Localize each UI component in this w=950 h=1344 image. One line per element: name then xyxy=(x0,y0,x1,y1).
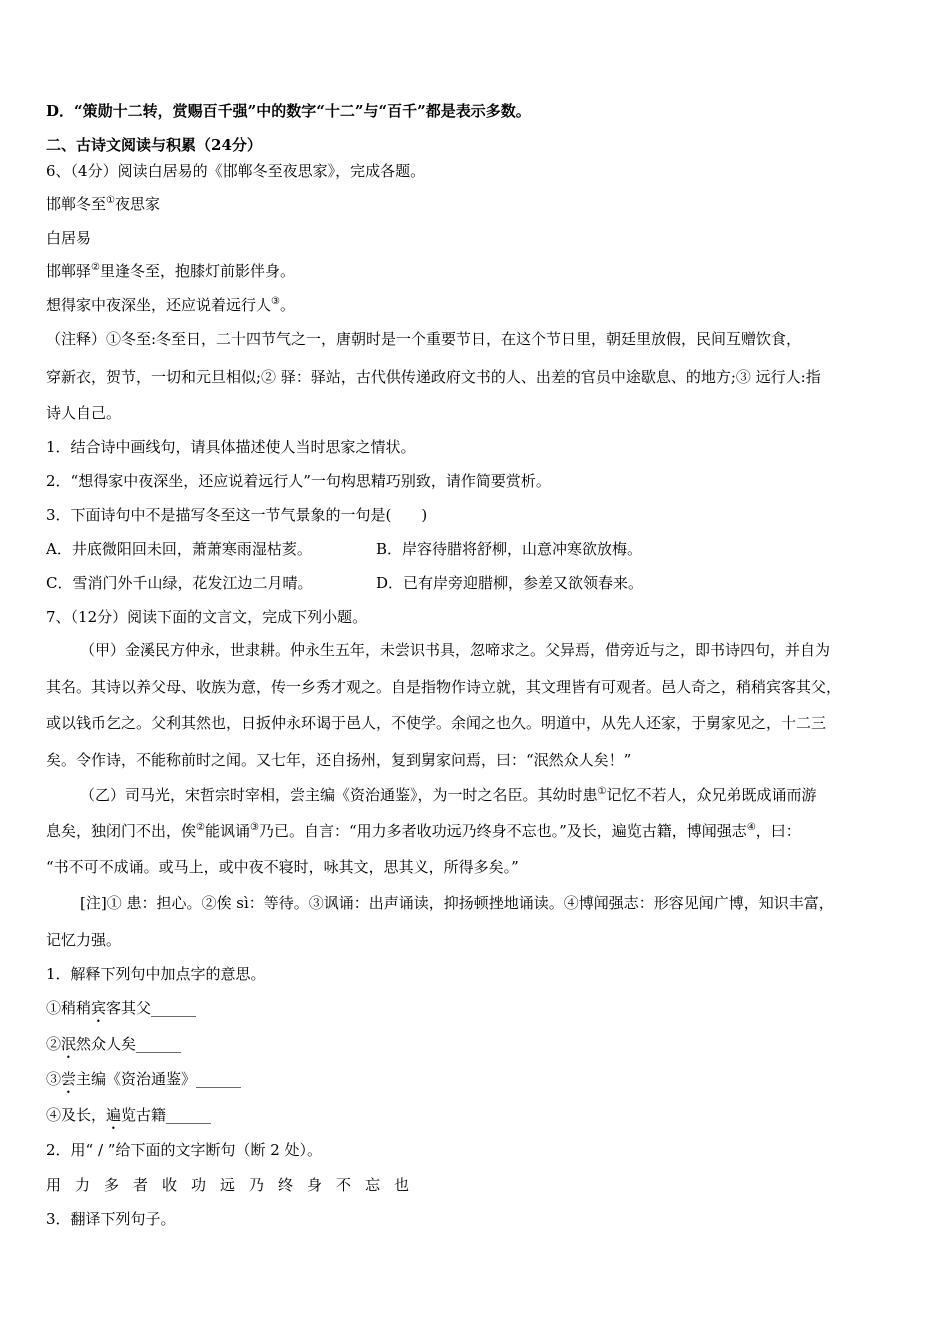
q7-sub-3: 3．翻译下列句子。 xyxy=(46,1210,176,1228)
question-6-prompt: 6、（4分）阅读白居易的《邯郸冬至夜思家》，完成各题。 xyxy=(46,162,426,180)
question-7-prompt: 7、（12分）阅读下面的文言文，完成下列小题。 xyxy=(46,608,368,626)
q7-item-2: ②泯然众人矣______ xyxy=(46,1035,182,1053)
poem-notes-2: 穿新衣，贺节，一切和元旦相似;② 驿：驿站，古代供传递政府文书的人、出差的官员中途歇息、的地方;③ 远行人:指 xyxy=(46,368,821,386)
passage-b-line-2: 息矣，独闭门不出，俟②能讽诵③乃已。自言：“用力多者收功远乃终身不忘也。”及长，遍览古籍，博闻强志④，曰： xyxy=(46,822,801,840)
poem-line-2: 想得家中夜深坐，还应说着远行人③。 xyxy=(46,296,295,314)
q6-sub-2: 2．“想得家中夜深坐，还应说着远行人”一句构思精巧别致，请作简要赏析。 xyxy=(46,472,551,490)
poem-line-1: 邯郸驿②里逢冬至，抱膝灯前影伴身。 xyxy=(46,262,295,280)
passage-a-line-1: （甲）金溪民方仲永，世隶耕。仲永生五年，未尝识书具，忽啼求之。父异焉，借旁近与之，即书诗四句，并自为 xyxy=(80,641,831,659)
q6-sub-1: 1．结合诗中画线句，请具体描述使人当时思家之情状。 xyxy=(46,438,416,456)
passage-b-line-3: “书不可不成诵。或马上，或中夜不寝时，咏其文，思其义，所得多矣。” xyxy=(46,858,519,876)
option-c: C．雪消门外千山绿，花发江边二月晴。 xyxy=(46,574,313,592)
passage-b-line-1: （乙）司马光，宋哲宗时宰相，尝主编《资治通鉴》，为一时之名臣。其幼时患①记忆不若人，众兄弟既成诵而游 xyxy=(80,786,817,804)
q7-item-4: ④及长，遍览古籍______ xyxy=(46,1106,212,1124)
q6-sub-3: 3．下面诗句中不是描写冬至这一节气景象的一句是( ) xyxy=(46,506,428,524)
passage-a-line-4: 矣。令作诗，不能称前时之闻。又七年，还自扬州，复到舅家问焉，曰：“泯然众人矣！” xyxy=(46,751,632,769)
q7-sub-1: 1．解释下列句中加点字的意思。 xyxy=(46,965,266,983)
option-b: B．岸容待腊将舒柳，山意冲寒欲放梅。 xyxy=(376,540,643,558)
poem-author: 白居易 xyxy=(46,229,92,247)
q7-item-3: ③尝主编《资治通鉴》______ xyxy=(46,1070,242,1088)
passage-notes-2: 记忆力强。 xyxy=(46,931,122,949)
q7-item-1: ①稍稍宾客其父______ xyxy=(46,999,197,1017)
q7-sub-2: 2．用“ / ”给下面的文字断句（断 2 处）。 xyxy=(46,1141,323,1159)
passage-a-line-2: 其名。其诗以养父母、收族为意，传一乡秀才观之。自是指物作诗立就，其文理皆有可观者。邑人奇之，稍稍宾客其父， xyxy=(46,678,842,696)
passage-a-line-3: 或以钱币乞之。父利其然也，日扳仲永环谒于邑人，不使学。余闻之也久。明道中，从先人还家，于舅家见之，十二三 xyxy=(46,714,827,732)
section-heading: 二、古诗文阅读与积累（24分） xyxy=(46,136,262,154)
punctuation-text: 用力多者收功远乃终身不忘也 xyxy=(46,1176,424,1194)
poem-notes-1: （注释）①冬至:冬至日，二十四节气之一，唐朝时是一个重要节日，在这个节日里，朝廷里放假，民间互赠饮食， xyxy=(46,330,802,348)
option-d: D．已有岸旁迎腊柳，参差又欲领春来。 xyxy=(376,574,644,592)
option-d-line: D．“策勋十二转，赏赐百千强”中的数字“十二”与“百千”都是表示多数。 xyxy=(46,102,531,120)
option-a: A．井底微阳回未回，萧萧寒雨湿枯荄。 xyxy=(46,540,312,558)
passage-notes-1: [注]① 患：担心。②俟 sì：等待。③讽诵：出声诵读，抑扬顿挫地诵读。④博闻强志：形容见闻广博，知识丰富， xyxy=(80,894,834,912)
poem-title: 邯郸冬至①夜思家 xyxy=(46,195,160,213)
poem-notes-3: 诗人自己。 xyxy=(46,404,122,422)
